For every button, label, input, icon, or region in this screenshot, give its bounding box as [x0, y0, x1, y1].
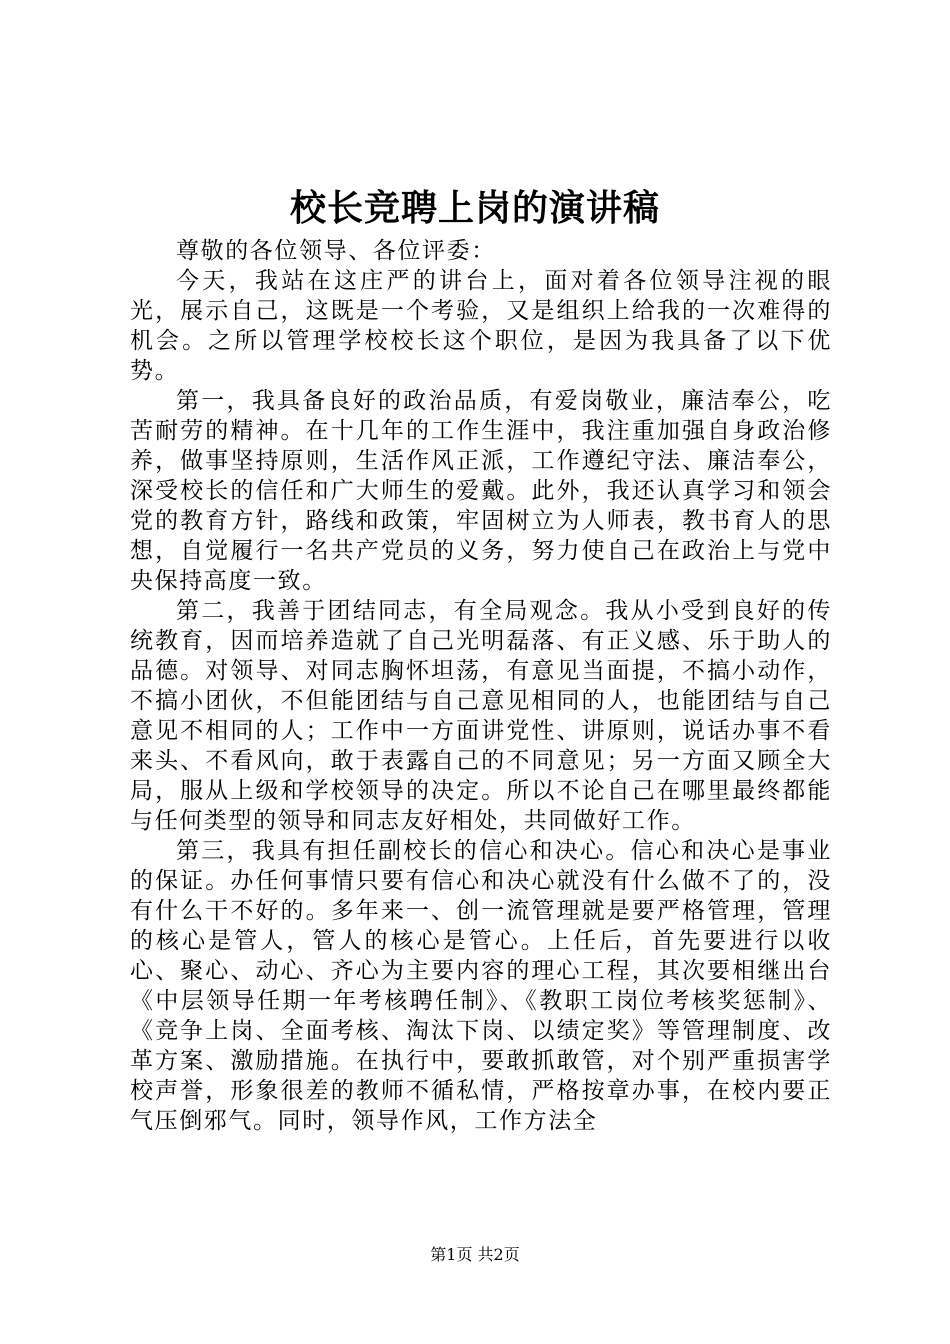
document-title: 校长竞聘上岗的演讲稿: [289, 187, 660, 229]
point-two-paragraph: 第二，我善于团结同志，有全局观念。我从小受到良好的传统教育，因而培养造就了自己光明磊落、有正义感、乐于助人的品德。对领导、对同志胸怀坦荡，有意见当面提，不搞小动作，不搞小团伙，不但能团结与自己意见相同的人，也能团结与自己意见不相同的人；工作中一方面讲党性、讲原则，说话办事不看来头、不看风向，敢于表露自己的不同意见；另一方面又顾全大局，服从上级和学校领导的决定。所以不论自己在哪里最终都能与任何类型的领导和同志友好相处，共同做好工作。: [130, 598, 832, 834]
page-number-footer: 第1页 共2页: [430, 1245, 520, 1264]
point-one-paragraph: 第一，我具备良好的政治品质，有爱岗敬业，廉洁奉公，吃苦耐劳的精神。在十几年的工作生涯中，我注重加强自身政治修养，做事坚持原则，生活作风正派，工作遵纪守法、廉洁奉公，深受校长的信任和广大师生的爱戴。此外，我还认真学习和领会党的教育方针，路线和政策，牢固树立为人师表，教书育人的思想，自觉履行一名共产党员的义务，努力使自己在政治上与党中央保持高度一致。: [130, 388, 832, 594]
document-body: [130, 236, 832, 1136]
intro-paragraph: 今天，我站在这庄严的讲台上，面对着各位领导注视的眼光，展示自己，这既是一个考验，又是组织上给我的一次难得的机会。之所以管理学校校长这个职位，是因为我具备了以下优势。: [130, 268, 832, 384]
salutation-paragraph: 尊敬的各位领导、各位评委：: [176, 238, 496, 264]
point-three-paragraph: 第三，我具有担任副校长的信心和决心。信心和决心是事业的保证。办任何事情只要有信心和决心就没有什么做不了的，没有什么干不好的。多年来一、创一流管理就是要严格管理，管理的核心是管人，管人的核心是管心。上任后，首先要进行以收心、聚心、动心、齐心为主要内容的理心工程，其次要相继出台《中层领导任期一年考核聘任制》、《教职工岗位考核奖惩制》、《竞争上岗、全面考核、淘汰下岗、以绩定奖》等管理制度、改革方案、激励措施。在执行中，要敢抓敢管，对个别严重损害学校声誉，形象很差的教师不循私情，严格按章办事，在校内要正气压倒邪气。同时，领导作风，工作方法全: [130, 838, 832, 1134]
